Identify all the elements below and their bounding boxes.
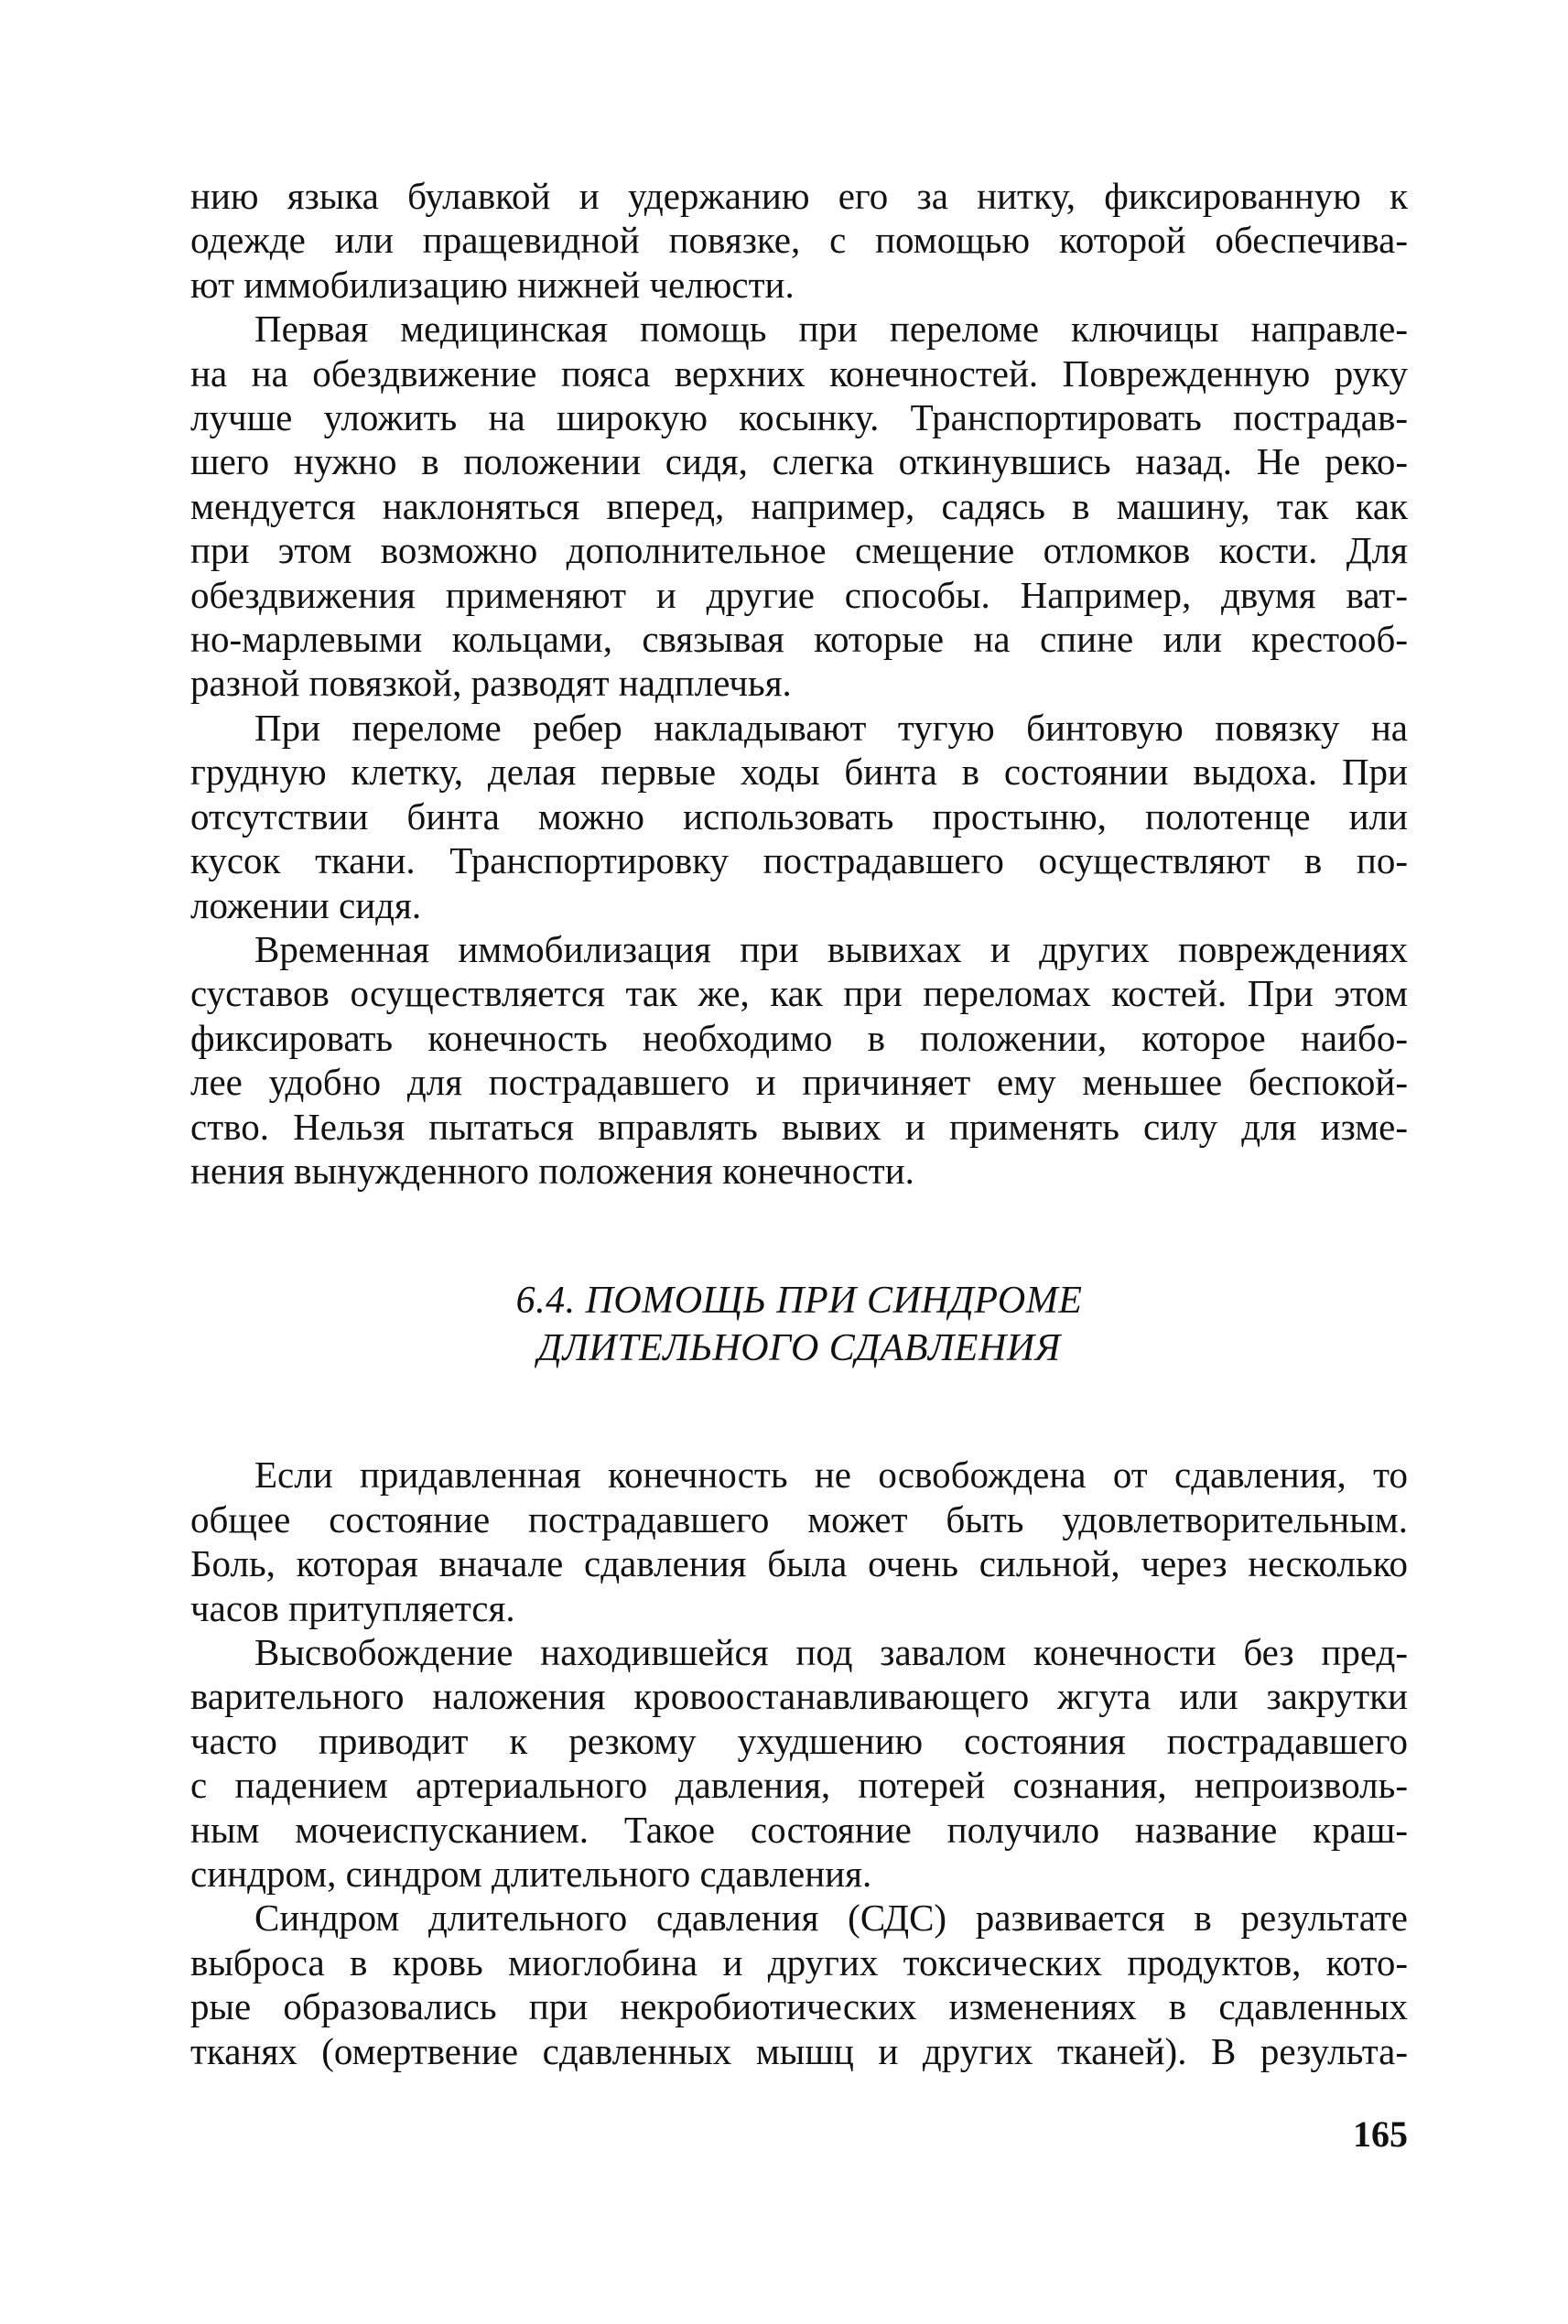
text-line: синдром, синдром длительного сдавления. — [190, 1853, 872, 1895]
text-line: часто приводит к резкому ухудшению состояния пострадавшего — [190, 1719, 1408, 1762]
text-line: одежде или пращевидной повязке, с помощью которой обеспечива- — [190, 219, 1408, 262]
text-line: Временная иммобилизация при вывихах и других повреждениях — [254, 927, 1408, 970]
text-line: при этом возможно дополнительное смещение отломков кости. Для — [190, 529, 1408, 572]
text-line: суставов осуществляется так же, как при переломах костей. При этом — [190, 972, 1408, 1015]
text-line: тканях (омертвение сдавленных мышц и других тканей). В результа- — [190, 2029, 1408, 2072]
text-line: Высвобождение находившейся под завалом конечности без пред- — [254, 1630, 1408, 1673]
paragraph-4 — [190, 927, 1408, 1193]
text-line: отсутствии бинта можно использовать простыню, полотенце или — [190, 794, 1408, 838]
paragraph-1 — [190, 174, 1408, 307]
text-line: фиксировать конечность необходимо в положении, которое наибо- — [190, 1016, 1408, 1059]
section-heading-line-2: ДЛИТЕЛЬНОГО СДАВЛЕНИЯ — [537, 1327, 1061, 1370]
text-line: ложении сидя. — [190, 883, 422, 926]
text-line: ют иммобилизацию нижней челюсти. — [190, 263, 795, 306]
paragraph-2 — [190, 307, 1408, 706]
text-line: общее состояние пострадавшего может быть удовлетворительным. — [190, 1497, 1408, 1540]
text-line: мендуется наклоняться вперед, например, садясь в машину, так как — [190, 484, 1408, 527]
text-line: на на обездвижение пояса верхних конечностей. Поврежденную руку — [190, 351, 1408, 395]
section-heading — [190, 1277, 1408, 1372]
text-line: Если придавленная конечность не освобождена от сдавления, то — [254, 1454, 1408, 1497]
section-heading-line-1: 6.4. ПОМОЩЬ ПРИ СИНДРОМЕ — [515, 1280, 1083, 1323]
text-line: лее удобно для пострадавшего и причиняет ему меньшее беспокой- — [190, 1061, 1408, 1104]
paragraph-7 — [190, 1896, 1408, 2073]
text-line: часов притупляется. — [190, 1586, 515, 1629]
text-line: разной повязкой, разводят надплечья. — [190, 662, 792, 705]
text-line: выброса в кровь миоглобина и других токсических продуктов, кото- — [190, 1940, 1408, 1984]
paragraph-3 — [190, 706, 1408, 927]
text-line: шего нужно в положении сидя, слегка откинувшись назад. Не реко- — [190, 440, 1408, 483]
text-line: лучше уложить на широкую косынку. Транспортировать пострадав- — [190, 396, 1408, 439]
text-line: Боль, которая вначале сдавления была очень сильной, через несколько — [190, 1542, 1408, 1585]
text-line: ство. Нельзя пытаться вправлять вывих и применять силу для изме- — [190, 1105, 1408, 1148]
text-line: Первая медицинская помощь при переломе ключицы направле- — [254, 308, 1408, 351]
text-line: рые образовались при некробиотических изменениях в сдавленных — [190, 1985, 1408, 2028]
paragraph-6 — [190, 1630, 1408, 1896]
text-line: варительного наложения кровоостанавливающего жгута или закрутки — [190, 1675, 1408, 1718]
page-content — [190, 174, 1408, 2073]
text-line: нию языка булавкой и удержанию его за нитку, фиксированную к — [190, 175, 1408, 217]
page-number: 165 — [1353, 2113, 1408, 2155]
text-line: нения вынужденного положения конечности. — [190, 1149, 914, 1192]
text-line: кусок ткани. Транспортировку пострадавшего осуществляют в по- — [190, 839, 1408, 882]
paragraph-5 — [190, 1453, 1408, 1630]
text-line: с падением артериального давления, потерей сознания, непроизволь- — [190, 1764, 1408, 1807]
text-line: грудную клетку, делая первые ходы бинта в состоянии выдоха. При — [190, 751, 1408, 794]
text-line: При переломе ребер накладывают тугую бинтовую повязку на — [254, 706, 1408, 749]
text-line: ным мочеиспусканием. Такое состояние получило название краш- — [190, 1808, 1408, 1851]
text-line: но-марлевыми кольцами, связывая которые на спине или крестооб- — [190, 618, 1408, 661]
text-line: Синдром длительного сдавления (СДС) развивается в результате — [254, 1897, 1408, 1940]
text-line: обездвижения применяют и другие способы. Например, двумя ват- — [190, 573, 1408, 616]
